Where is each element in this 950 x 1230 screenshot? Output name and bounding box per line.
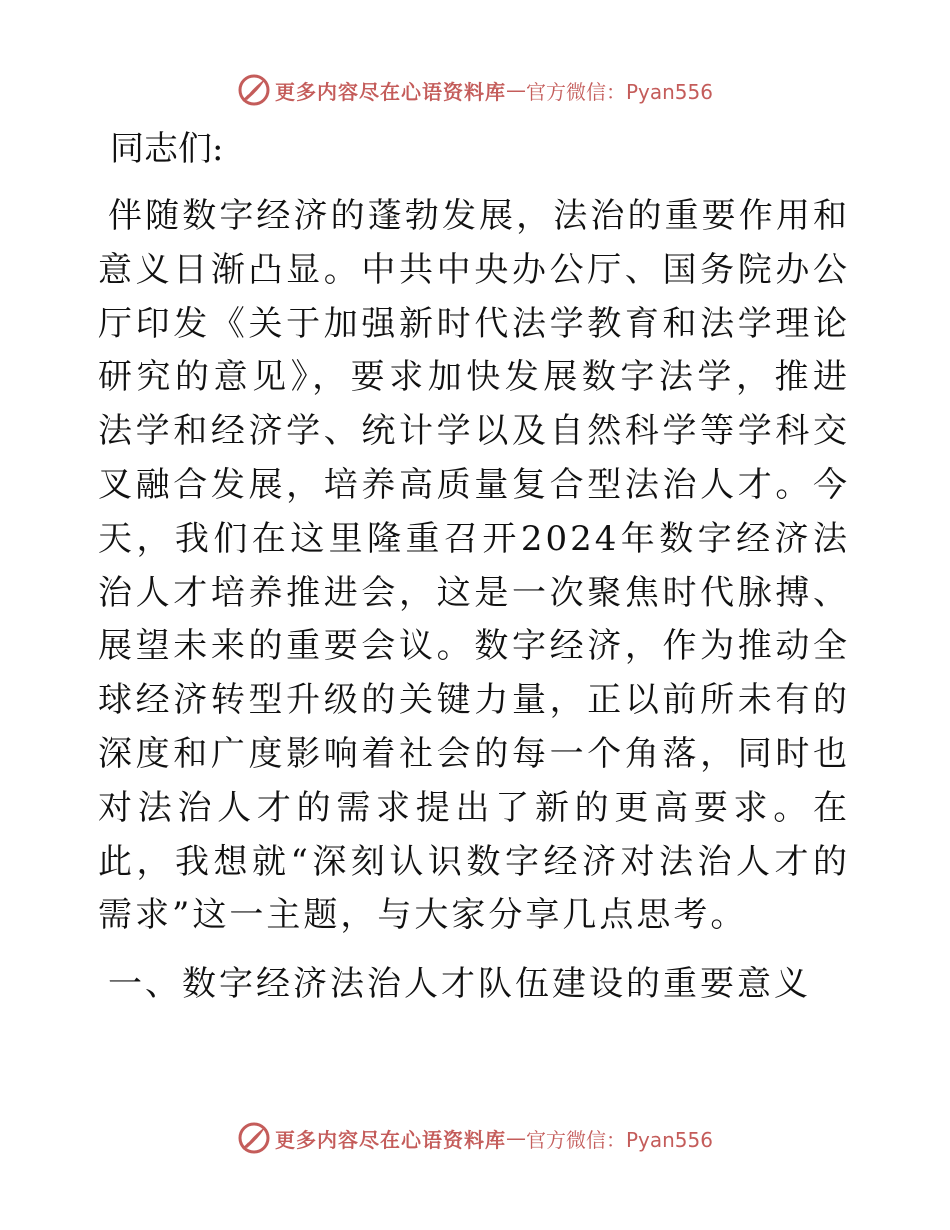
section-heading: 一、数字经济法治人才队伍建设的重要意义: [108, 964, 811, 1005]
banner-title: 更多内容尽在心语资料库: [274, 79, 506, 104]
feather-pen-logo-icon: [237, 1121, 271, 1155]
document-body: [98, 122, 850, 1011]
footer-banner-wechat: 官方微信：Pyan556: [525, 1127, 713, 1152]
banner-separator: —: [505, 78, 526, 102]
intro-paragraph: 伴随数字经济的蓬勃发展，法治的重要作用和意义日渐凸显。中共中央办公厅、国务院办公厅印发《关于加强新时代法学教育和法学理论研究的意见》，要求加快发展数字法学，推进法学和经济学、统计学以及自然科学等学科交叉融合发展，培养高质量复合型法治人才。今天，我们在这里隆重召开2024年数字经济法治人才培养推进会，这是一次聚焦时代脉搏、展望未来的重要会议。数字经济，作为推动全球经济转型升级的关键力量，正以前所未有的深度和广度影响着社会的每一个角落，同时也对法治人才的需求提出了新的更高要求。在此，我想就“深刻认识数字经济对法治人才的需求”这一主题，与大家分享几点思考。: [98, 196, 850, 936]
footer-banner: [0, 1118, 950, 1158]
banner-wechat: 官方微信：Pyan556: [525, 79, 713, 104]
feather-pen-logo-icon: [237, 73, 271, 107]
footer-banner-separator: —: [505, 1126, 526, 1150]
salutation: 同志们:: [110, 129, 224, 169]
footer-banner-title: 更多内容尽在心语资料库: [274, 1127, 506, 1152]
header-banner: [0, 70, 950, 110]
